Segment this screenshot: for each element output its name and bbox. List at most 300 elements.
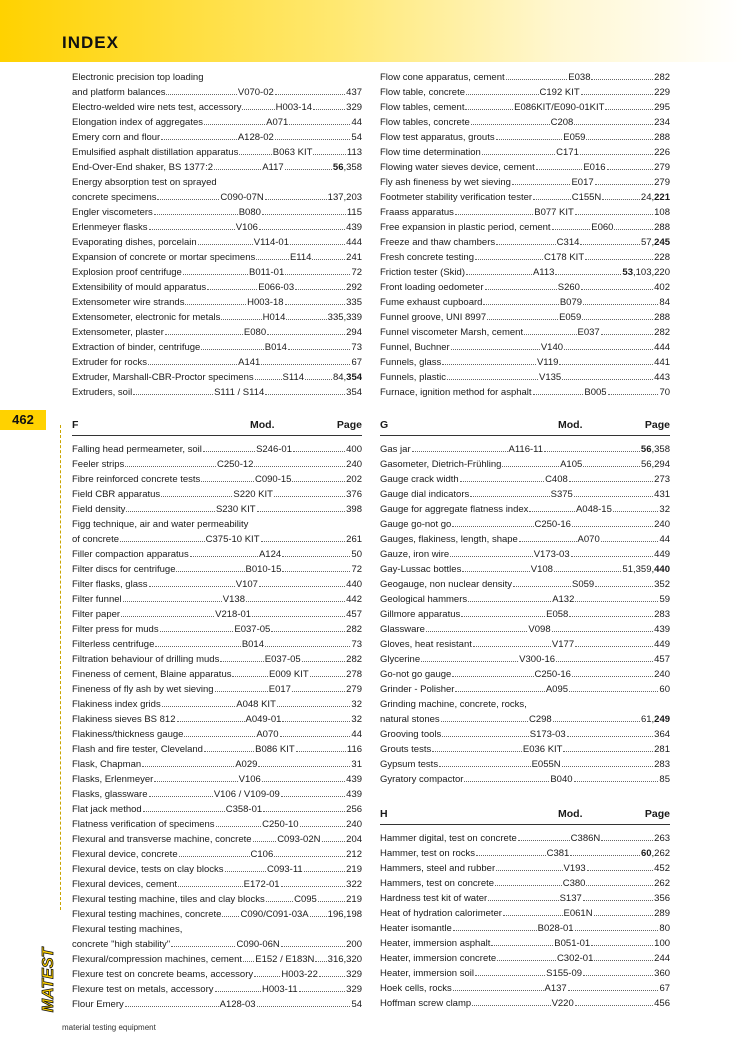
index-entry [72,712,362,727]
leader-dots [602,199,640,200]
entry-model: H014 [262,312,286,323]
leader-dots [595,586,653,587]
entry-name: Field density [72,504,126,515]
entry-page: 72 [351,267,362,278]
leader-dots [452,526,533,527]
index-entry [72,457,362,472]
entry-name: Fineness of cement, Blaine apparatus [72,669,232,680]
index-entry [380,906,670,921]
leader-dots [295,289,345,290]
page-column-label: Page [644,808,670,820]
leader-dots [133,394,213,395]
entry-model: C358-01 [225,804,263,815]
index-entry [380,577,670,592]
index-entry [72,667,362,682]
entry-page: 364 [654,729,670,740]
leader-dots [198,244,253,245]
entry-page: 282 [346,624,362,635]
entry-model: E037-05 [264,654,301,665]
leader-dots [471,124,550,125]
leader-dots [608,394,659,395]
entry-name: Funnel groove, UNI 8997 [380,312,487,323]
entry-name: Extraction of binder, centrifuge [72,342,201,353]
entry-page: 56,294 [640,459,670,470]
leader-dots [562,379,653,380]
entry-name: Flexural devices, cement [72,879,178,890]
entry-name: Flow table, concrete [380,87,466,98]
entry-page: 115 [346,207,362,218]
leader-dots [536,169,583,170]
leader-dots [267,334,345,335]
leader-dots [452,676,533,677]
entry-name: Flakiness/thickness gauge [72,729,184,740]
entry-page: 240 [346,459,362,470]
entry-model: E059 [559,312,582,323]
entry-name: Extruders, soil [72,387,133,398]
entry-model: C250-16 [534,669,571,680]
leader-dots [261,541,346,542]
entry-page: 449 [654,549,670,560]
index-entry [380,220,670,235]
leader-dots [575,646,653,647]
leader-dots [455,691,544,692]
entry-name: Gauges, flakiness, length, shape [380,534,518,545]
entry-name: Go-not go gauge [380,669,452,680]
entry-model: V138 [222,594,245,605]
entry-name: Funnels, plastic [380,372,447,383]
leader-dots [277,706,351,707]
mod-column-label: Mod. [250,419,275,431]
entry-name: Gillmore apparatus [380,609,461,620]
leader-dots [453,930,537,931]
leader-dots [142,766,234,767]
entry-continuation: Flexural testing machines, [72,924,183,935]
entry-page: 72 [351,564,362,575]
leader-dots [594,960,653,961]
leader-dots [216,826,262,827]
entry-name: Erlenmeyer flasks [72,222,148,233]
leader-dots [496,870,562,871]
entry-page: 449 [654,639,670,650]
index-entry [72,847,362,862]
entry-page: 116 [346,744,362,755]
leader-dots [572,676,653,677]
leader-dots [581,289,653,290]
entry-model: S114 [282,372,305,383]
entry-page: 279 [654,177,670,188]
entry-model: A095 [545,684,569,695]
entry-page: 273 [654,474,670,485]
entry-name: Expansion of concrete or mortar specimens [72,252,256,263]
entry-page: 32 [659,504,670,515]
entry-name: Hammer digital, test on concrete [380,833,517,844]
leader-dots [462,571,529,572]
entry-page: 59 [659,594,670,605]
leader-dots [491,945,553,946]
entry-name: Hammers, steel and rubber [380,863,496,874]
entry-model: C192 KIT [539,87,580,98]
entry-model: C171 [556,147,579,158]
entry-continuation: Energy absorption test on sprayed [72,177,217,188]
leader-dots [178,886,243,887]
entry-page: 316,320 [327,954,362,965]
leader-dots [574,781,659,782]
leader-dots [533,394,584,395]
entry-model: V220 [551,998,574,1009]
leader-dots [594,915,654,916]
entry-model: S375 [550,489,573,500]
index-entry [72,115,362,130]
leader-dots [575,930,659,931]
leader-dots [274,496,345,497]
index-entry [72,547,362,562]
entry-page: 329 [346,102,362,113]
entry-page: 354 [346,387,362,398]
entry-page: 322 [346,879,362,890]
entry-name: Filler compaction apparatus [72,549,189,560]
entry-page: 288 [654,222,670,233]
index-entry [380,996,670,1011]
index-entry [380,145,670,160]
entry-page: 80 [659,923,670,934]
entry-name: Elongation index of aggregates [72,117,203,128]
entry-name: Falling head permeameter, soil [72,444,202,455]
leader-dots [177,721,245,722]
leader-dots [607,169,654,170]
entry-model: H003-14 [275,102,313,113]
index-entry [72,697,362,712]
entry-model: E058 [546,609,569,620]
entry-name: Furnace, ignition method for asphalt [380,387,532,398]
entry-name: Flexural testing machines, concrete [72,909,222,920]
leader-dots [559,364,653,365]
leader-dots [574,496,653,497]
index-entry [72,205,362,220]
leader-dots [601,840,653,841]
leader-dots [468,601,551,602]
leader-dots [453,990,544,991]
index-entry [72,385,362,400]
entry-page: 400 [346,444,362,455]
leader-dots [586,885,653,886]
index-entry [380,517,670,532]
index-entry [380,742,670,757]
index-entry [72,502,362,517]
entry-name: of concrete [72,534,119,545]
entry-page: 283 [654,609,670,620]
entry-page: 24,221 [640,192,670,203]
entry-model: H003-11 [261,984,298,995]
entry-model: B010-15 [245,564,282,575]
leader-dots [154,214,238,215]
entry-model: C155N [571,192,602,203]
leader-dots [442,364,536,365]
index-entry [380,502,670,517]
index-entry [72,160,362,175]
leader-dots [304,871,345,872]
index-entry [380,85,670,100]
index-entry [380,457,670,472]
entry-page: 200 [346,939,362,950]
entry-model: B014 [241,639,264,650]
leader-dots [154,781,237,782]
leader-dots [574,124,653,125]
leader-dots [447,379,538,380]
leader-dots [263,811,345,812]
leader-dots [265,199,327,200]
entry-model: C298 [528,714,552,725]
leader-dots [258,766,350,767]
index-entry [72,295,362,310]
leader-dots [583,304,658,305]
entry-page: 282 [346,654,362,665]
index-entry [380,891,670,906]
entry-page: 226 [654,147,670,158]
entry-page: 360 [654,968,670,979]
leader-dots [125,1006,219,1007]
leader-dots [282,571,350,572]
leader-dots [259,229,345,230]
leader-dots [572,526,653,527]
entry-name: Friction tester (Skid) [380,267,465,278]
entry-model: V135 [538,372,562,383]
entry-page: 279 [654,162,670,173]
entry-model: C095 [294,894,317,905]
entry-model: S155-09 [546,968,583,979]
entry-page: 288 [654,132,670,143]
leader-dots [215,691,268,692]
entry-page: 457 [346,609,362,620]
index-entry [72,787,362,802]
entry-model: B079 [559,297,583,308]
entry-page: 398 [346,504,362,515]
index-entry [380,682,670,697]
leader-dots [201,349,263,350]
index-entry [72,772,362,787]
entry-page: 60 [659,684,670,695]
entry-name: Grooving tools [380,729,442,740]
leader-dots [568,990,659,991]
leader-dots [225,871,266,872]
entry-model: A071 [266,117,289,128]
entry-name: Filterless centrifuge [72,639,155,650]
index-entry [380,547,670,562]
index-entry [72,250,362,265]
entry-page: 84,354 [332,372,362,383]
entry-page: 292 [346,282,362,293]
leader-dots [601,541,659,542]
entry-name: Funnel, Buchner [380,342,450,353]
entry-page: 84 [659,297,670,308]
leader-dots [315,961,326,962]
leader-dots [412,451,508,452]
entry-continuation: Electronic precision top loading [72,72,204,83]
entry-name: Flour Emery [72,999,124,1010]
entry-page: 31 [351,759,362,770]
entry-page: 288 [654,312,670,323]
entry-model: A029 [235,759,258,770]
entry-page: 44 [351,117,362,128]
entry-page: 439 [346,222,362,233]
leader-dots [254,976,280,977]
entry-name: Filtration behaviour of drilling muds [72,654,220,665]
leader-dots [256,259,289,260]
entry-model: E059 [563,132,586,143]
index-entry [380,175,670,190]
index-entry [72,757,362,772]
entry-model: V119 [536,357,559,368]
entry-name: Heater, immersion concrete [380,953,497,964]
entry-continuation: Figg technique, air and water permeability [72,519,249,530]
index-entry [380,562,670,577]
section-f-list [72,442,362,1012]
entry-page: 100 [654,938,670,949]
leader-dots [583,466,640,467]
leader-dots [290,244,345,245]
index-entry [380,607,670,622]
entry-model: V114-01 [253,237,289,248]
entry-model: H003-18 [247,297,284,308]
entry-page: 219 [346,894,362,905]
entry-name: Filter press for muds [72,624,159,635]
leader-dots [288,349,350,350]
entry-name: Extruder, Marshall-CBR-Proctor specimens [72,372,254,383]
entry-name: Gauge crack width [380,474,459,485]
leader-dots [473,646,551,647]
leader-dots [533,199,571,200]
index-entry [72,355,362,370]
index-entry [380,637,670,652]
entry-name: Gloves, heat resistant [380,639,472,650]
index-entry [380,442,670,457]
entry-page: 54 [351,999,362,1010]
entry-model: A128-02 [237,132,274,143]
leader-dots [281,946,345,947]
entry-name: Gypsum tests [380,759,439,770]
entry-model: B011-01 [249,267,285,278]
index-entry [72,472,362,487]
leader-dots [149,229,235,230]
index-entry [72,892,362,907]
entry-model: A105 [560,459,583,470]
entry-page: 196,198 [327,909,362,920]
index-entry [380,325,670,340]
leader-dots [472,1005,550,1006]
entry-name: Grouts tests [380,744,432,755]
entry-model: E172-01 [243,879,280,890]
entry-name: Extensometer, plaster [72,327,164,338]
index-entry [72,742,362,757]
leader-dots [280,736,351,737]
leader-dots [544,451,640,452]
entry-model: C302-01 [556,953,594,964]
leader-dots [171,946,235,947]
index-entry [380,190,670,205]
entry-name: Evaporating dishes, porcelain [72,237,197,248]
index-entry [380,966,670,981]
entry-name: Fineness of fly ash by wet sieving [72,684,214,695]
entry-model: E061N [563,908,593,919]
entry-name: Glassware [380,624,425,635]
leader-dots [587,870,653,871]
entry-name: Footmeter stability verification tester [380,192,533,203]
entry-name: Explosion proof centrifuge [72,267,182,278]
entry-page: 278 [346,669,362,680]
entry-model: B028-01 [537,923,574,934]
leader-dots [439,766,531,767]
entry-name: Freeze and thaw chambers [380,237,496,248]
entry-model: A141 [238,357,261,368]
entry-page: 229 [654,87,670,98]
entry-page: 444 [346,237,362,248]
entry-model: V177 [551,639,575,650]
entry-page: 442 [346,594,362,605]
leader-dots [257,511,346,512]
entry-model: E080 [243,327,267,338]
index-entry [72,370,362,385]
entry-page: 73 [351,639,362,650]
entry-page: 281 [654,744,670,755]
entry-page: 56,358 [332,162,362,173]
entry-model: C250-12 [216,459,254,470]
entry-page: 137,203 [327,192,362,203]
leader-dots [123,601,222,602]
page-number-tab: 462 [0,410,46,430]
leader-dots [204,124,265,125]
leader-dots [215,991,261,992]
leader-dots [569,691,658,692]
leader-dots [582,319,653,320]
leader-dots [496,244,556,245]
entry-page: 261 [346,534,362,545]
entry-name: Gay-Lussac bottles [380,564,462,575]
leader-dots [319,976,345,977]
entry-page: 113 [346,147,362,158]
index-entry [380,370,670,385]
leader-dots [296,751,346,752]
entry-name: Flat jack method [72,804,142,815]
entry-name: Flow time determination [380,147,481,158]
leader-dots [275,94,345,95]
leader-dots [552,229,591,230]
entry-model: V108 [530,564,553,575]
leader-dots [569,616,653,617]
index-entry [380,532,670,547]
index-entry [72,832,362,847]
entry-model: C208 [550,117,574,128]
entry-model: A116-11 [508,444,544,455]
entry-model: B063 KIT [272,147,313,158]
leader-dots [482,154,555,155]
entry-name: Flakiness sieves BS 812 [72,714,176,725]
entry-page: 32 [351,714,362,725]
entry-page: 443 [654,372,670,383]
leader-dots [221,319,261,320]
leader-dots [253,841,277,842]
entry-name: natural stones [380,714,440,725]
entry-model: E017 [268,684,291,695]
entry-model: C178 KIT [544,252,585,263]
index-entry [72,592,362,607]
entry-model: S246-01 [256,444,292,455]
leader-dots [503,915,563,916]
leader-dots [451,349,540,350]
entry-page: 439 [346,774,362,785]
entry-name: Flexure test on concrete beams, accessory [72,969,254,980]
leader-dots [214,169,261,170]
leader-dots [300,826,346,827]
index-entry [380,235,670,250]
